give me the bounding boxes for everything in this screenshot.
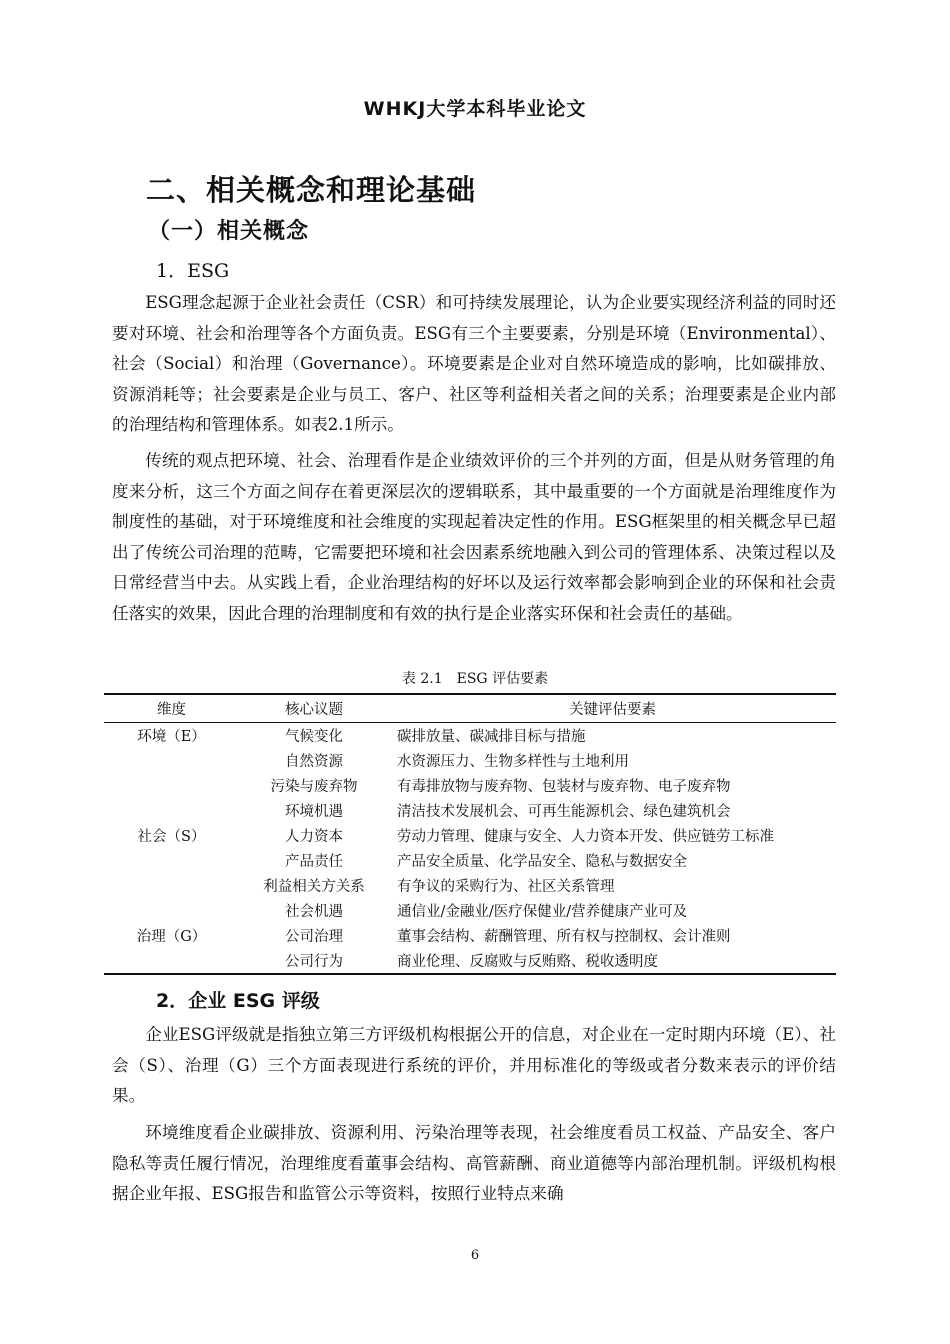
table-row — [104, 873, 836, 898]
topic-cell: 公司治理 — [285, 929, 343, 945]
table-row — [104, 723, 836, 749]
subsection-title-esg: 1．ESG — [156, 260, 230, 282]
factor-cell: 有争议的采购行为、社区关系管理 — [397, 879, 615, 895]
table-row — [104, 773, 836, 798]
table-caption: 表 2.1 ESG 评估要素 — [401, 671, 549, 687]
dimension-cell: 社会（S） — [137, 829, 206, 845]
paragraph: 环境维度看企业碳排放、资源利用、污染治理等表现，社会维度看员工权益、产品安全、客户隐私等责任履行情况，治理维度看董事会结构、高管薪酬、商业道德等内部治理机制。评级机构根据企业年报、ESG报告和监管公示等资料，按照行业特点来确 — [112, 1123, 836, 1203]
dimension-cell: 治理（G） — [136, 929, 207, 945]
factor-cell: 劳动力管理、健康与安全、人力资本开发、供应链劳工标准 — [397, 829, 774, 845]
factor-cell: 董事会结构、薪酬管理、所有权与控制权、会计准则 — [397, 929, 731, 945]
dimension-cell — [104, 773, 239, 798]
section-title: （一）相关概念 — [148, 219, 310, 244]
table-row — [104, 798, 836, 823]
topic-cell: 气候变化 — [285, 729, 343, 745]
table-row — [104, 823, 836, 848]
topic-cell: 环境机遇 — [285, 804, 343, 820]
dimension-cell — [104, 798, 239, 823]
table-row — [104, 948, 836, 974]
topic-cell: 利益相关方关系 — [263, 879, 365, 895]
subsection-title-esg-rating: 2．企业 ESG 评级 — [156, 990, 320, 1012]
table-row — [104, 848, 836, 873]
table-row — [104, 748, 836, 773]
paragraph: 企业ESG评级就是指独立第三方评级机构根据公开的信息，对企业在一定时期内环境（E）、社会（S）、治理（G）三个方面表现进行系统的评价，并用标准化的等级或者分数来表示的评价结果。 — [112, 1025, 836, 1105]
factor-cell: 产品安全质量、化学品安全、隐私与数据安全 — [397, 854, 687, 870]
paragraph: ESG理念起源于企业社会责任（CSR）和可持续发展理论，认为企业要实现经济利益的同时还要对环境、社会和治理等各个方面负责。ESG有三个主要要素，分别是环境（Environmental）、社会（Social）和治理（Governance）。环境要素是企业对自然环境造成的影响，比如碳排放、资源消耗等；社会要素是企业与员工、客户、社区等利益相关者之间的关系；治理要素是企业内部的治理结构和管理体系。如表2.1所示。 — [112, 293, 836, 434]
column-header: 关键评估要素 — [389, 694, 836, 723]
dimension-cell — [104, 898, 239, 923]
table-row — [104, 898, 836, 923]
page-number: 6 — [470, 1248, 480, 1263]
topic-cell: 社会机遇 — [285, 904, 343, 920]
esg-evaluation-table — [104, 693, 836, 975]
factor-cell: 商业伦理、反腐败与反贿赂、税收透明度 — [389, 948, 836, 974]
paragraph: 传统的观点把环境、社会、治理看作是企业绩效评价的三个并列的方面，但是从财务管理的角度来分析，这三个方面之间存在着更深层次的逻辑联系，其中最重要的一个方面就是治理维度作为制度性的基础，对于环境维度和社会维度的实现起着决定性的作用。ESG框架里的相关概念早已超出了传统公司治理的范畴，它需要把环境和社会因素系统地融入到公司的管理体系、决策过程以及日常经营当中去。从实践上看，企业治理结构的好坏以及运行效率都会影响到企业的环保和社会责任落实的效果，因此合理的治理制度和有效的执行是企业落实环保和社会责任的基础。 — [112, 451, 836, 623]
topic-cell: 公司行为 — [239, 948, 389, 974]
table-header-row — [104, 694, 836, 723]
factor-cell: 水资源压力、生物多样性与土地利用 — [397, 754, 629, 770]
chapter-title: 二、相关概念和理论基础 — [146, 173, 477, 207]
factor-cell: 有毒排放物与废弃物、包装材与废弃物、电子废弃物 — [397, 779, 731, 795]
topic-cell: 污染与废弃物 — [270, 779, 358, 795]
dimension-cell — [104, 873, 239, 898]
dimension-cell — [104, 748, 239, 773]
factor-cell: 碳排放量、碳减排目标与措施 — [397, 729, 586, 745]
factor-cell: 清洁技术发展机会、可再生能源机会、绿色建筑机会 — [397, 804, 731, 820]
column-header: 维度 — [104, 694, 239, 723]
table-row — [104, 923, 836, 948]
dimension-cell — [104, 848, 239, 873]
column-header: 核心议题 — [239, 694, 389, 723]
running-header: WHKJ大学本科毕业论文 — [363, 98, 587, 120]
dimension-cell: 环境（E） — [137, 729, 206, 745]
dimension-cell — [104, 948, 239, 974]
factor-cell: 通信业/金融业/医疗保健业/营养健康产业可及 — [397, 904, 688, 920]
topic-cell: 人力资本 — [285, 829, 343, 845]
topic-cell: 自然资源 — [285, 754, 343, 770]
topic-cell: 产品责任 — [285, 854, 343, 870]
